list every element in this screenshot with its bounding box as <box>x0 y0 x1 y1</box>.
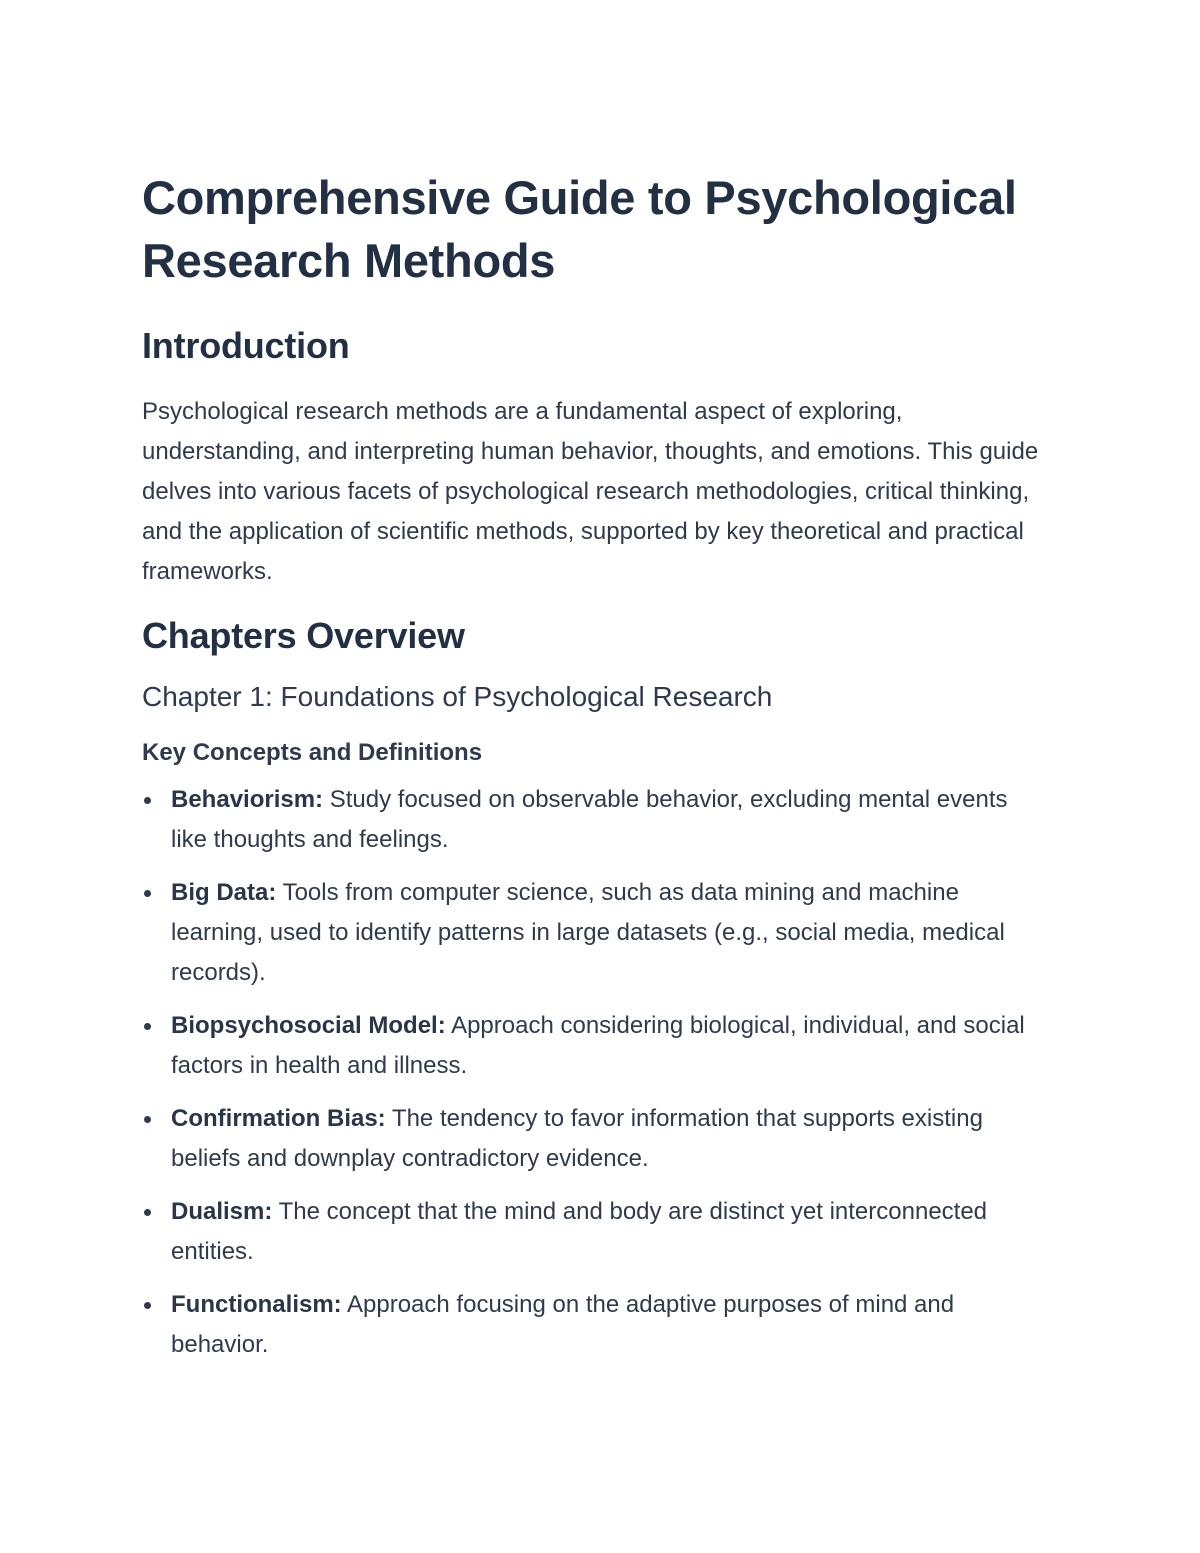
term-definition: Study focused on observable behavior, excluding mental events like thoughts and feelings. <box>171 786 1008 853</box>
list-item-functionalism <box>142 1285 1050 1365</box>
introduction-paragraph: Psychological research methods are a fundamental aspect of exploring, understanding, and interpreting human behavior, thoughts, and emotions. This guide delves into various facets of psychological research methodologies, critical thinking, and the application of scientific methods, supported by key theoretical and practical frameworks. <box>142 398 1039 585</box>
term-label: Functionalism: <box>171 1291 342 1318</box>
key-concepts-list <box>142 780 1050 1365</box>
chapters-overview-heading: Chapters Overview <box>142 615 465 656</box>
bullet-icon <box>144 1023 151 1030</box>
term-definition: The tendency to favor information that supports existing beliefs and downplay contradictory evidence. <box>171 1105 983 1172</box>
bullet-icon <box>144 1302 151 1309</box>
bullet-icon <box>144 1116 151 1123</box>
list-item-confirmation-bias <box>142 1099 1050 1179</box>
list-item-big-data <box>142 873 1050 993</box>
term-definition: Tools from computer science, such as data mining and machine learning, used to identify patterns in large datasets (e.g., social media, medical records). <box>171 879 1005 986</box>
term-label: Dualism: <box>171 1198 273 1225</box>
bullet-icon <box>144 797 151 804</box>
term-definition: Approach considering biological, individual, and social factors in health and illness. <box>171 1012 1025 1079</box>
chapter-1-title: Chapter 1: Foundations of Psychological Research <box>142 681 773 712</box>
term-label: Biopsychosocial Model: <box>171 1012 446 1039</box>
term-definition: Approach focusing on the adaptive purposes of mind and behavior. <box>171 1291 955 1358</box>
term-label: Confirmation Bias: <box>171 1105 386 1132</box>
term-label: Big Data: <box>171 879 277 906</box>
term-definition: The concept that the mind and body are distinct yet interconnected entities. <box>171 1198 988 1265</box>
list-item-dualism <box>142 1192 1050 1272</box>
key-concepts-heading: Key Concepts and Definitions <box>142 739 483 766</box>
document-title: Comprehensive Guide to Psychological Research Methods <box>142 171 1017 287</box>
list-item-biopsychosocial-model <box>142 1006 1050 1086</box>
list-item-behaviorism <box>142 780 1050 860</box>
bullet-icon <box>144 1209 151 1216</box>
bullet-icon <box>144 890 151 897</box>
introduction-heading: Introduction <box>142 325 350 366</box>
term-label: Behaviorism: <box>171 786 324 813</box>
